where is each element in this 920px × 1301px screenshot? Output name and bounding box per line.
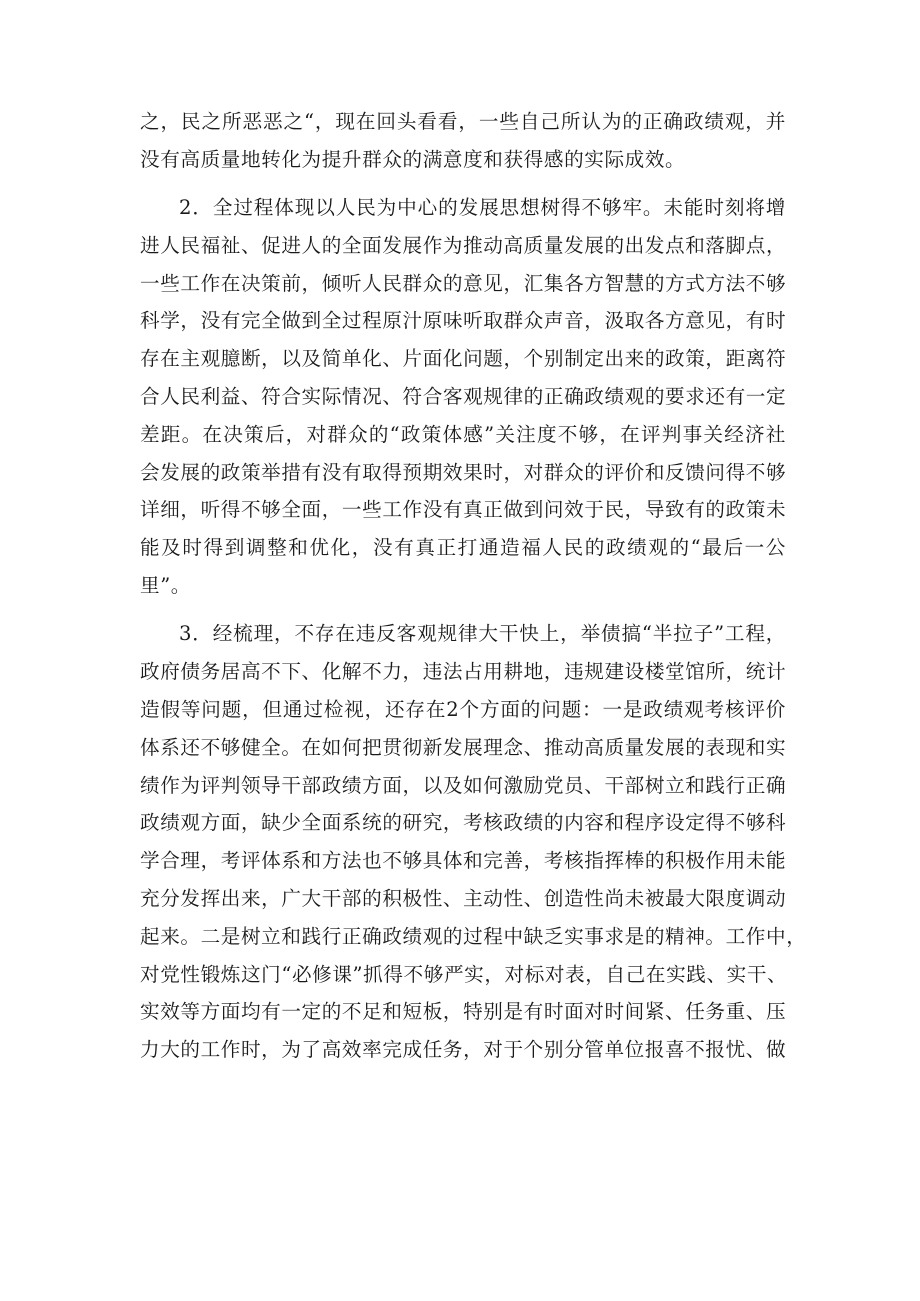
text-line: 科学，没有完全做到全过程原汁原味听取群众声音，汲取各方意见，有时 xyxy=(140,309,787,333)
text-line: 会发展的政策举措有没有取得预期效果时，对群众的评价和反馈问得不够 xyxy=(140,460,787,484)
text-line: 政府债务居高不下、化解不力，违法占用耕地，违规建设楼堂馆所，统计 xyxy=(140,660,787,684)
text-line: 之，民之所恶恶之“，现在回头看看，一些自己所认为的正确政绩观，并 xyxy=(140,110,786,133)
text-line: 政绩观方面，缺少全面系统的研究，考核政绩的内容和程序设定得不够科 xyxy=(140,811,787,835)
text-line: 实效等方面均有一定的不足和短板，特别是有时面对时间紧、任务重、压 xyxy=(140,1000,787,1024)
paragraph-1 xyxy=(140,103,786,179)
text-line: 3．经梳理，不存在违反客观规律大干快上，举债搞“半拉子”工程， xyxy=(179,622,786,646)
text-line: 对党性锻炼这门“必修课”抓得不够严实，对标对表，自己在实践、实干、 xyxy=(140,962,788,986)
text-line: 进人民福祉、促进人的全面发展作为推动高质量发展的出发点和落脚点， xyxy=(140,233,787,257)
paragraph-3 xyxy=(140,615,807,1069)
text-line: 详细，听得不够全面，一些工作没有真正做到问效于民，导致有的政策未 xyxy=(140,498,787,522)
text-line: 一些工作在决策前，倾听人民群众的意见，汇集各方智慧的方式方法不够 xyxy=(140,271,787,295)
text-line: 绩作为评判领导干部政绩方面，以及如何激励党员、干部树立和践行正确 xyxy=(140,773,787,797)
text-line: 没有高质量地转化为提升群众的满意度和获得感的实际成效。 xyxy=(140,147,686,171)
text-line: 起来。二是树立和践行正确政绩观的过程中缺乏实事求是的精神。工作中， xyxy=(140,924,807,948)
text-line: 体系还不够健全。在如何把贯彻新发展理念、推动高质量发展的表现和实 xyxy=(140,735,787,759)
text-line: 学合理，考评体系和方法也不够具体和完善，考核指挥棒的积极作用未能 xyxy=(140,849,787,873)
body-text xyxy=(140,103,807,1069)
text-line: 里”。 xyxy=(140,574,192,598)
text-line: 能及时得到调整和优化，没有真正打通造福人民的政绩观的“最后一公 xyxy=(140,536,786,560)
text-line: 2．全过程体现以人民为中心的发展思想树得不够牢。未能时刻将增 xyxy=(179,196,786,220)
text-line: 力大的工作时，为了高效率完成任务，对于个别分管单位报喜不报忧、做 xyxy=(140,1038,787,1062)
text-line: 存在主观臆断，以及简单化、片面化问题，个别制定出来的政策，距离符 xyxy=(140,347,787,371)
paragraph-2 xyxy=(140,189,786,605)
text-line: 合人民利益、符合实际情况、符合客观规律的正确政绩观的要求还有一定 xyxy=(140,385,787,409)
text-line: 造假等问题，但通过检视，还存在2个方面的问题：一是政绩观考核评价 xyxy=(140,697,786,721)
text-line: 充分发挥出来，广大干部的积极性、主动性、创造性尚未被最大限度调动 xyxy=(140,886,787,910)
text-line: 差距。在决策后，对群众的“政策体感”关注度不够，在评判事关经济社 xyxy=(140,422,786,446)
